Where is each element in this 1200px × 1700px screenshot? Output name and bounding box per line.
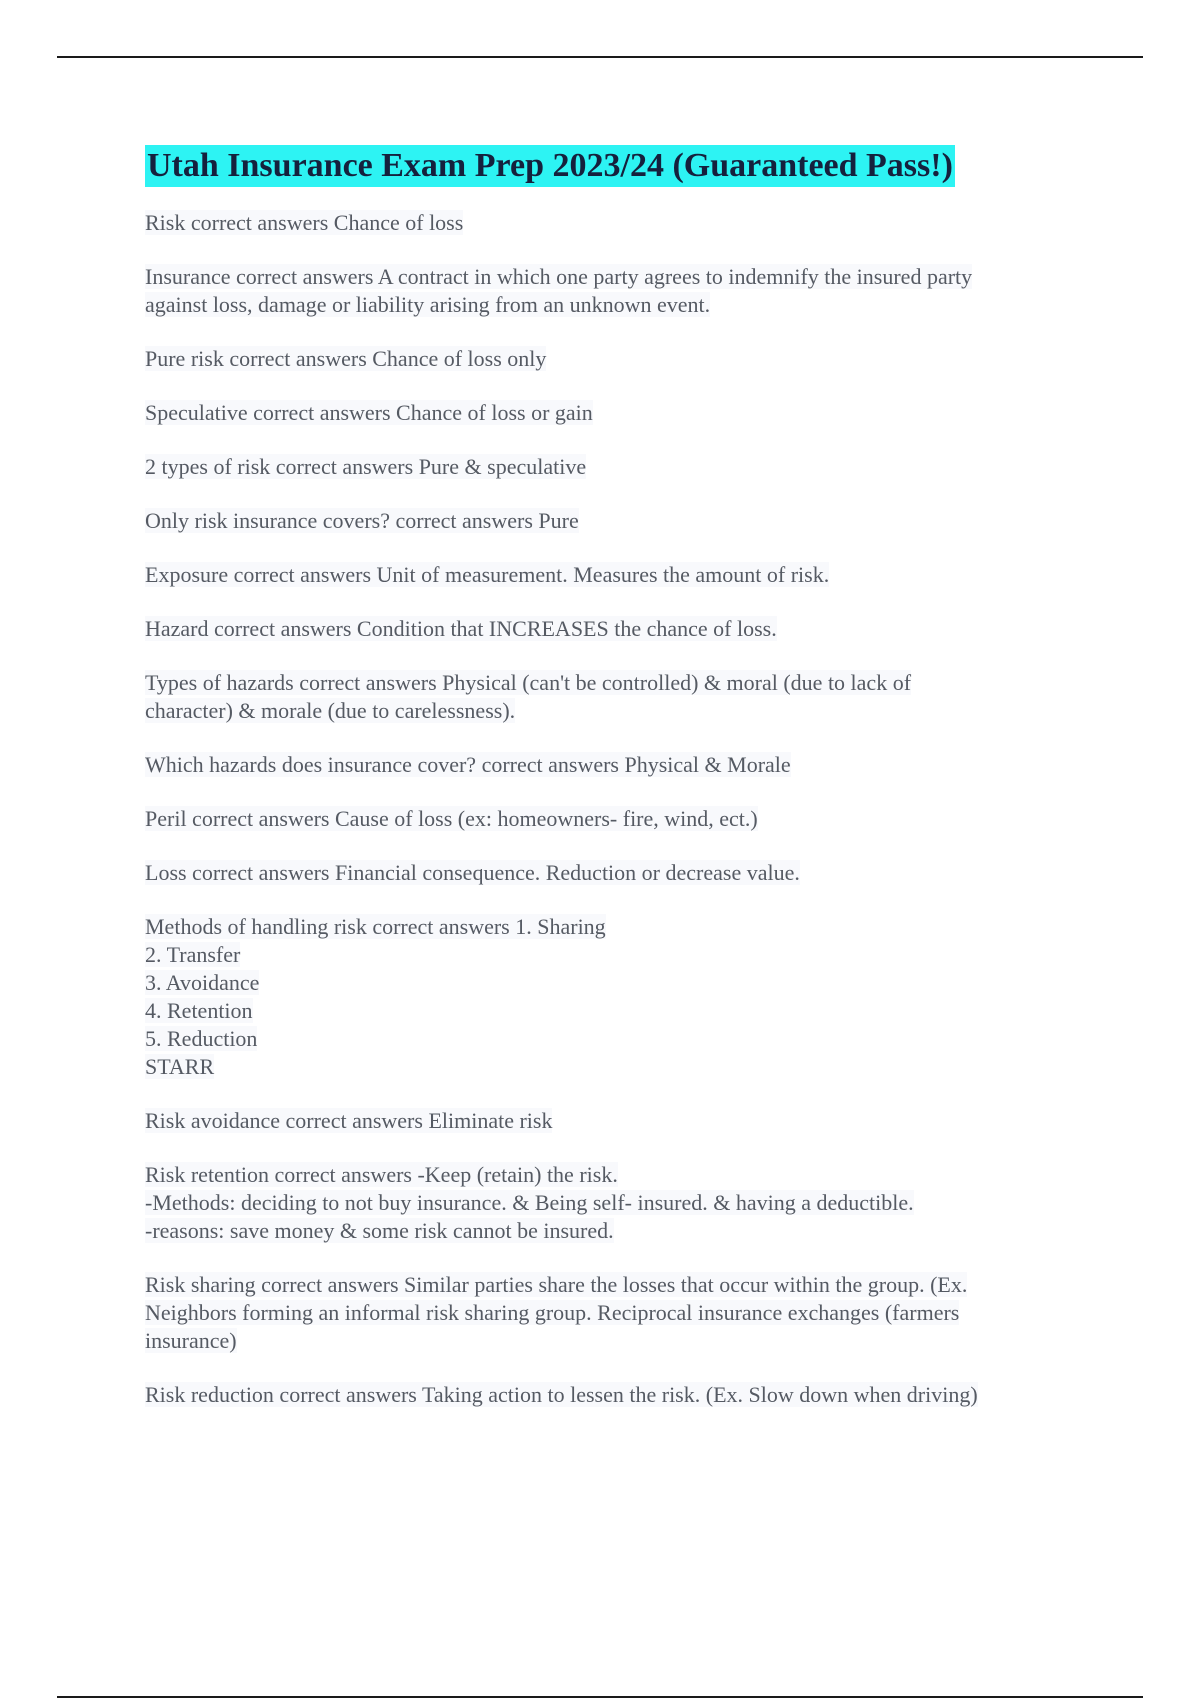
qa-list: [145, 209, 1075, 1409]
qa-text: Risk reduction correct answers Taking action to lessen the risk. (Ex. Slow down when driving): [145, 1382, 978, 1407]
top-rule: [57, 56, 1143, 58]
qa-entry: [145, 751, 1075, 779]
qa-text: character) & morale (due to carelessness).: [145, 698, 516, 723]
qa-entry: [145, 913, 1075, 1081]
qa-text: against loss, damage or liability arising from an unknown event.: [145, 292, 711, 317]
qa-text: Methods of handling risk correct answers 1. Sharing: [145, 914, 606, 939]
qa-text: insurance): [145, 1328, 237, 1353]
bottom-rule: [57, 1696, 1143, 1698]
qa-text: 3. Avoidance: [145, 970, 260, 995]
qa-text: 2. Transfer: [145, 942, 241, 967]
qa-text: Exposure correct answers Unit of measurement. Measures the amount of risk.: [145, 562, 830, 587]
qa-text: Risk sharing correct answers Similar parties share the losses that occur within the group. (Ex.: [145, 1272, 968, 1297]
qa-entry: [145, 859, 1075, 887]
qa-text: 4. Retention: [145, 998, 253, 1023]
qa-text: STARR: [145, 1054, 215, 1079]
qa-entry: [145, 507, 1075, 535]
qa-entry: [145, 1271, 1075, 1355]
qa-text: Peril correct answers Cause of loss (ex: homeowners- fire, wind, ect.): [145, 806, 758, 831]
qa-text: Insurance correct answers A contract in which one party agrees to indemnify the insured party: [145, 264, 973, 289]
document-title: Utah Insurance Exam Prep 2023/24 (Guaranteed Pass!): [145, 145, 955, 187]
qa-text: 2 types of risk correct answers Pure & speculative: [145, 454, 587, 479]
document-body: [145, 145, 1075, 1435]
qa-entry: [145, 561, 1075, 589]
qa-text: Risk avoidance correct answers Eliminate risk: [145, 1108, 553, 1133]
qa-entry: [145, 805, 1075, 833]
qa-entry: [145, 1107, 1075, 1135]
qa-text: Risk correct answers Chance of loss: [145, 210, 464, 235]
qa-entry: [145, 1381, 1075, 1409]
qa-text: Hazard correct answers Condition that INCREASES the chance of loss.: [145, 616, 777, 641]
qa-text: Only risk insurance covers? correct answers Pure: [145, 508, 579, 533]
qa-text: Loss correct answers Financial consequence. Reduction or decrease value.: [145, 860, 800, 885]
qa-text: -reasons: save money & some risk cannot be insured.: [145, 1218, 614, 1243]
qa-text: -Methods: deciding to not buy insurance. & Being self- insured. & having a deductible.: [145, 1190, 914, 1215]
qa-text: Types of hazards correct answers Physical (can't be controlled) & moral (due to lack of: [145, 670, 912, 695]
qa-text: Pure risk correct answers Chance of loss only: [145, 346, 547, 371]
qa-text: 5. Reduction: [145, 1026, 258, 1051]
qa-text: Which hazards does insurance cover? correct answers Physical & Morale: [145, 752, 791, 777]
qa-entry: [145, 453, 1075, 481]
qa-entry: [145, 615, 1075, 643]
qa-text: Risk retention correct answers -Keep (retain) the risk.: [145, 1162, 618, 1187]
qa-entry: [145, 345, 1075, 373]
qa-entry: [145, 209, 1075, 237]
qa-entry: [145, 669, 1075, 725]
qa-entry: [145, 399, 1075, 427]
qa-text: Neighbors forming an informal risk sharing group. Reciprocal insurance exchanges (farmers: [145, 1300, 960, 1325]
qa-entry: [145, 263, 1075, 319]
qa-text: Speculative correct answers Chance of loss or gain: [145, 400, 593, 425]
qa-entry: [145, 1161, 1075, 1245]
